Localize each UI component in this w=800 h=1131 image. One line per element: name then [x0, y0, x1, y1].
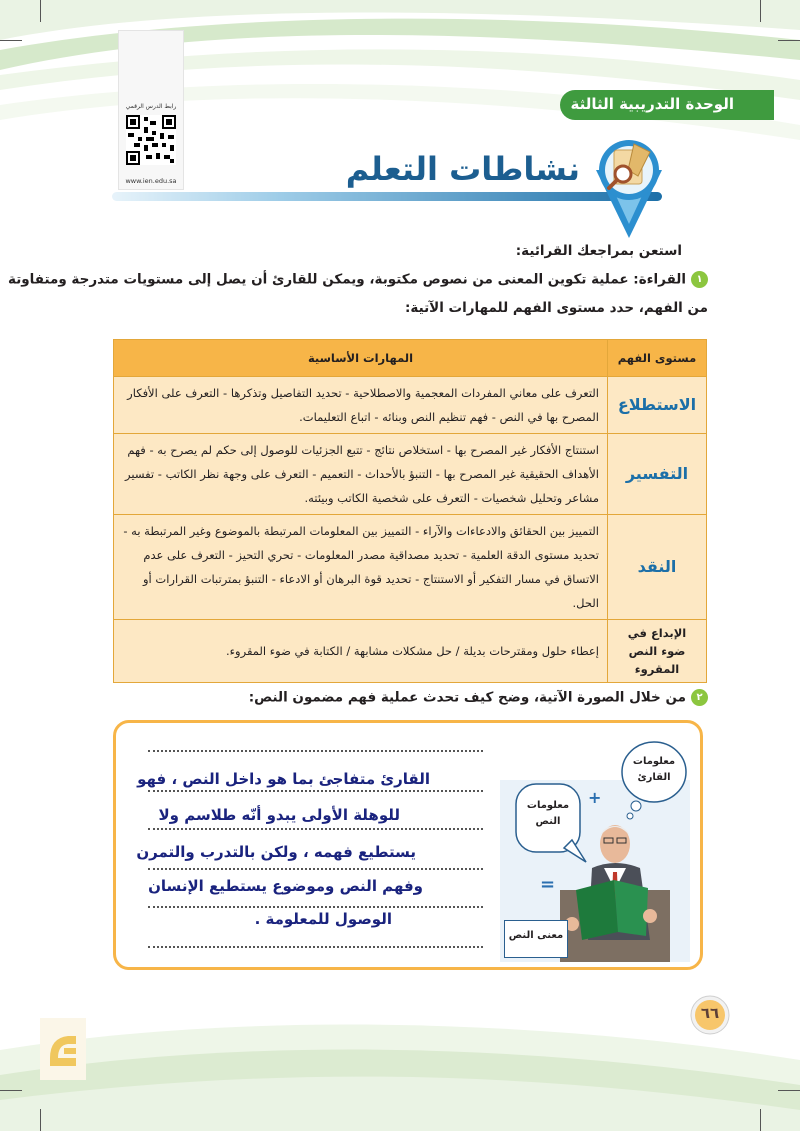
answer-dotted-line: [148, 828, 483, 830]
text-info-label: معلومات النص: [526, 800, 570, 827]
text-meaning-label: معنى النص: [508, 930, 564, 941]
crop-mark: [40, 0, 41, 22]
skills-cell: استنتاج الأفكار غير المصرح بها - استخلاص نتائج - تتبع الجزئيات للوصول إلى حكم لم يصرح به - فهم الأهداف الحقيقية غير المصرح بها - التنبؤ بالأحداث - التعميم - التعرف على وجهة نظر الكاتب - تفسير مشاعر وتحليل شخصيات - التعرف على شخصية الكاتب وبيئته.: [114, 434, 608, 515]
qr-label: رابط الدرس الرقمي: [125, 103, 177, 110]
crop-mark: [760, 1109, 761, 1131]
table-row: [114, 434, 707, 515]
intro-instruction: استعن بمراجعك القرائية:: [515, 243, 682, 259]
answer-dotted-line: [148, 790, 483, 792]
answer-dotted-line: [148, 750, 483, 752]
column-header-skills: المهارات الأساسية: [114, 340, 608, 377]
answer-dotted-line: [148, 868, 483, 870]
answer-dotted-line: [148, 906, 483, 908]
column-header-level: مستوى الفهم: [608, 340, 707, 377]
question-1-line-2: من الفهم، حدد مستوى الفهم للمهارات الآتية:: [405, 300, 708, 316]
question-2-text: من خلال الصورة الآتية، وضح كيف تحدث عملية فهم مضمون النص:: [248, 689, 686, 706]
reader-info-label: معلومات القارئ: [632, 756, 676, 783]
comprehension-levels-table: [113, 339, 707, 683]
qr-code-icon[interactable]: [126, 115, 176, 165]
level-cell: الاستطلاع: [608, 377, 707, 434]
answer-line-4[interactable]: وفهم النص وموضوع يستطيع الإنسان: [148, 877, 423, 895]
table-row: [114, 515, 707, 620]
table-header-row: [114, 340, 707, 377]
crop-mark: [778, 40, 800, 41]
learning-activities-icon: [588, 130, 670, 240]
plus-sign: +: [588, 788, 602, 807]
reading-illustration: [500, 740, 690, 962]
answer-line-3[interactable]: يستطيع فهمه ، ولكن بالتدرب والتمرن: [136, 843, 416, 861]
answer-line-5[interactable]: الوصول للمعلومة .: [254, 910, 392, 928]
skills-cell: التمييز بين الحقائق والادعاءات والآراء - التمييز بين المعلومات المرتبطة بالموضوع وغير المرتبطة به - تحديد مستوى الدقة العلمية - تحديد مصداقية مصدر المعلومات - تحري التحيز - التعرف على عدم الاتساق في مسار التفكير أو الاستنتاج - تحديد قوة البرهان أو الادعاء - التنبؤ بمترتبات القرارات أو الحل.: [114, 515, 608, 620]
crop-mark: [778, 1090, 800, 1091]
equals-sign: =: [540, 874, 556, 895]
question-2: [249, 689, 708, 706]
section-title: نشاطات التعلم: [345, 150, 580, 188]
level-cell: التفسير: [608, 434, 707, 515]
table-row: [114, 620, 707, 683]
question-2-number: ٢: [691, 689, 708, 706]
answer-line-2[interactable]: للوهلة الأولى يبدو أنّه طلاسم ولا: [158, 806, 400, 824]
level-cell: النقد: [608, 515, 707, 620]
crop-mark: [40, 1109, 41, 1131]
question-1-number: ١: [691, 271, 708, 288]
crop-mark: [760, 0, 761, 22]
answer-dotted-line: [148, 946, 483, 948]
table-row: [114, 377, 707, 434]
skills-cell: التعرف على معاني المفردات المعجمية والاصطلاحية - تحديد التفاصيل وتذكرها - التعرف على الأفكار المصرح بها في النص - فهم تنظيم النص وبنائه - اتباع التعليمات.: [114, 377, 608, 434]
digital-lesson-qr-card[interactable]: [118, 30, 184, 190]
footer-wave-decoration: [0, 990, 800, 1131]
qr-url[interactable]: www.ien.edu.sa: [125, 177, 177, 185]
question-1-line-1: [8, 271, 708, 288]
crop-mark: [0, 40, 22, 41]
crop-mark: [0, 1090, 22, 1091]
unit-title: الوحدة التدريبية الثالثة: [570, 95, 734, 113]
page-number: ٦٦: [700, 1004, 720, 1022]
skills-cell: إعطاء حلول ومقترحات بديلة / حل مشكلات مشابهة / الكتابة في ضوء المقروء.: [114, 620, 608, 683]
level-cell: الإبداع في ضوء النص المقروء: [608, 620, 707, 683]
question-1-text: القراءة: عملية تكوين المعنى من نصوص مكتوبة، ويمكن للقارئ أن يصل إلى مستويات متدرجة ومتفاوتة: [8, 271, 686, 288]
title-underline: [112, 192, 662, 201]
publisher-logo-icon: [40, 1018, 86, 1080]
answer-line-1[interactable]: القارئ متفاجئ بما هو داخل النص ، فهو: [137, 770, 430, 788]
